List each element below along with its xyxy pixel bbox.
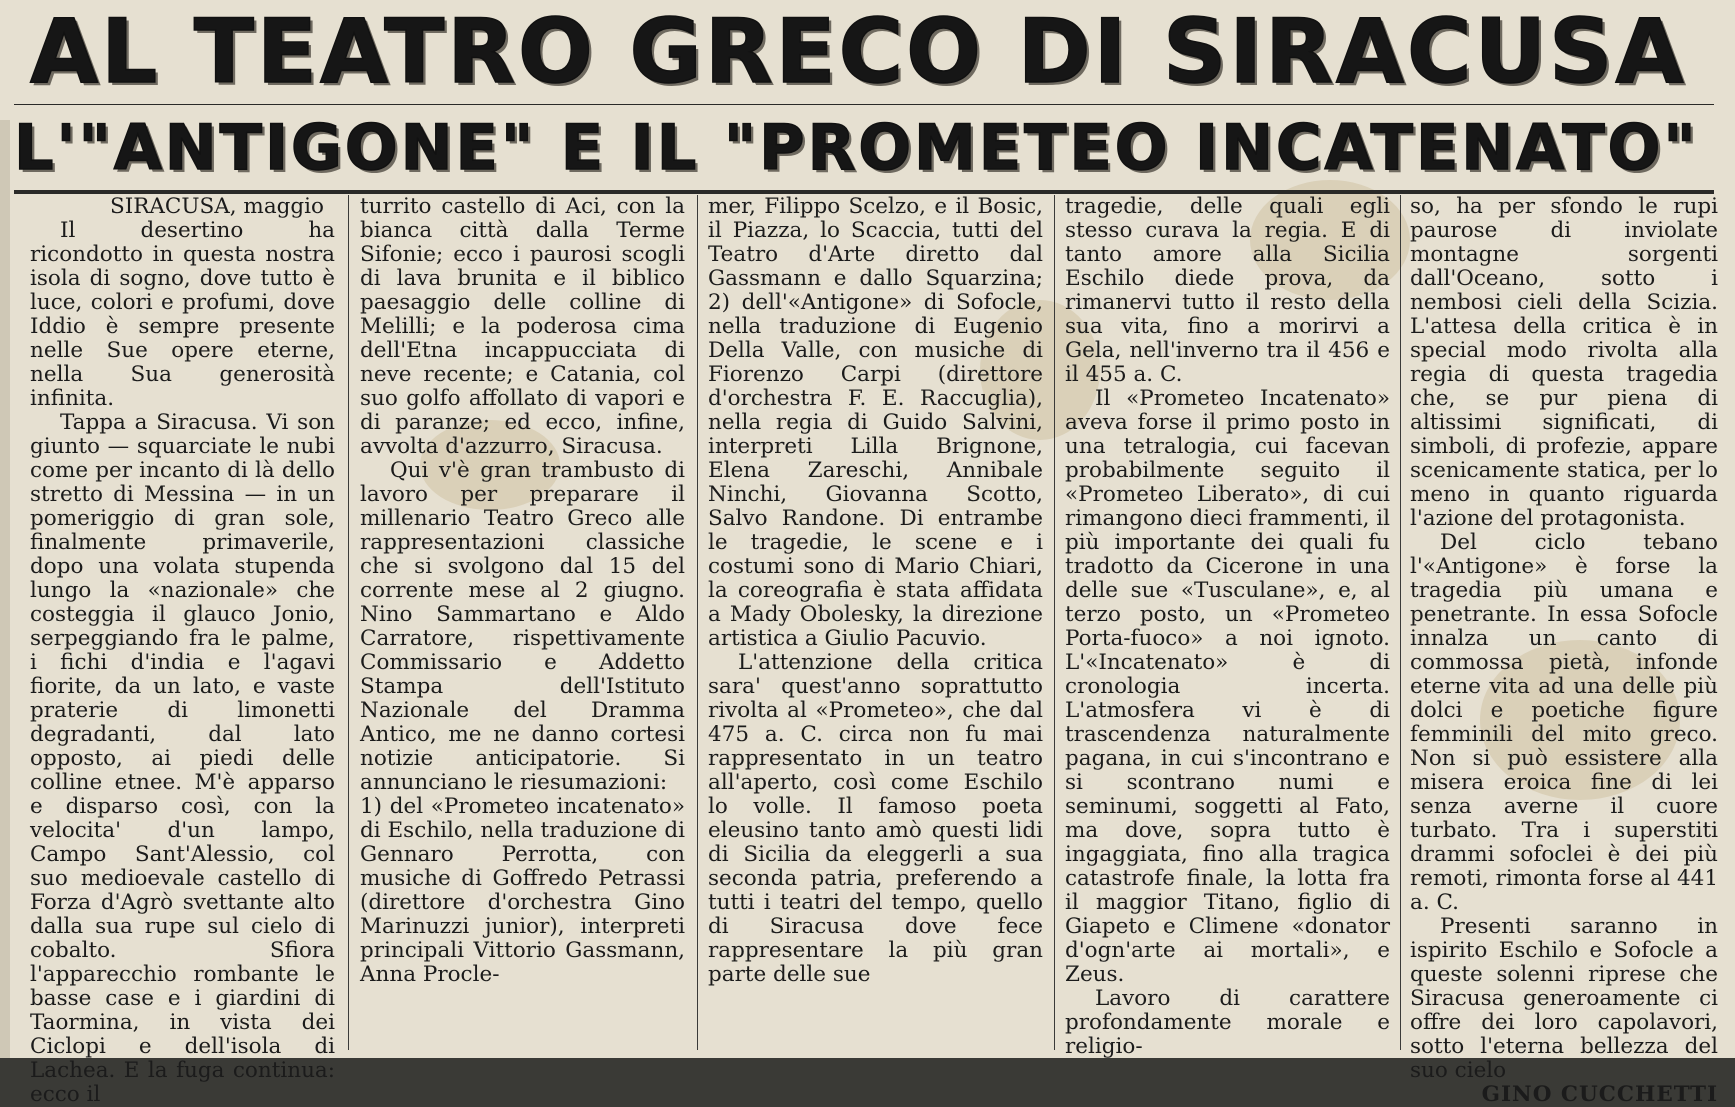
dateline: SIRACUSA, maggio — [110, 194, 324, 219]
author-signature: GINO CUCCHETTI — [1481, 1082, 1718, 1107]
article-column-4 — [1065, 194, 1390, 1059]
column-divider — [1400, 195, 1401, 1050]
paragraph: Il «Prometeo Incatenato» aveva forse il primo posto in una tetralogia, cui facevan probabilmente seguito il «Prometeo Liberato», di cui rimangono dieci frammenti, il più importante dei quali fu tradotto da Cicerone in una delle sue «Tusculane», e, al terzo posto, un «Prometeo Porta-fuoco» a noi ignoto. L'«Incatenato» è di cronologia incerta. L'atmosfera vi è di trascendenza naturalmente pagana, in cui s'incontrano e si scontrano numi e seminumi, soggetti al Fato, ma dove, sopra tutto è ingaggiata, fino alla tragica catastrofe finale, la lotta fra il maggior Titano, figlio di Giapeto e Climene «donator d'ogn'arte ai mortali», e Zeus. — [1065, 386, 1390, 987]
article-column-2 — [360, 195, 685, 1050]
paragraph: so, ha per sfondo le rupi paurose di inviolate montagne sorgenti dall'Oceano, sotto i nembosi cieli della Scizia. L'attesa della critica è in special modo rivolta alla regia di questa tragedia che, se pur piena di altissimi significati, di simboli, di profezie, appare scenicamente statica, per lo meno in quanto riguarda l'azione del protagonista. — [1410, 194, 1718, 531]
article-column-3 — [708, 195, 1043, 1050]
paragraph: Presenti saranno in ispirito Eschilo e Sofocle a queste solenni riprese che Siracusa generoamente ci offre dei loro capolavori, sotto l'eterna bellezza del suo cielo — [1410, 914, 1718, 1083]
article-column-5 — [1410, 194, 1718, 1107]
headline-line2: L'"ANTIGONE" E IL "PROMETEO INCATENATO" — [14, 111, 1699, 184]
paragraph: Del ciclo tebano l'«Antigone» è forse la tragedia più umana e penetrante. In essa Sofocle innalza un canto di commossa pietà, infonde eterne vita ad una delle più dolci e poetiche figure femminili del mito greco. Non si può essistere alla misera eroica fine di lei senza averne il cuore turbato. Tra i superstiti drammi sofoclei è dei più remoti, rimonta forse al 441 a. C. — [1410, 530, 1718, 915]
article-column-1 — [30, 194, 335, 1107]
paragraph: Tappa a Siracusa. Vi son giunto — squarciate le nubi come per incanto di là dello stretto di Messina — in un pomeriggio di gran sole, finalmente primaverile, dopo una volata stupenda lungo la «nazionale» che costeggia il glauco Jonio, serpeggiando fra le palme, i fichi d'india e l'agavi fiorite, da un lato, e vaste praterie di limonetti degradanti, dal lato opposto, ai piedi delle colline etnee. M'è apparso e disparso così, con la velocita' d'un lampo, Campo Sant'Alessio, col suo medioevale castello di Forza d'Agrò svettante alto dalla sua rupe sul cielo di cobalto. Sfiora l'apparecchio rombante le basse case e i giardini di Taormina, in vista dei Ciclopi e dell'isola di Lachea. E la fuga continua: ecco il — [30, 410, 335, 1107]
column-divider — [348, 195, 349, 1050]
paragraph: Lavoro di carattere profondamente morale e religio- — [1065, 986, 1390, 1059]
paragraph: L'attenzione della critica sara' quest'anno soprattutto rivolta al «Prometeo», che dal 475 a. C. circa non fu mai rappresentato in un teatro all'aperto, così come Eschilo lo volle. Il famoso poeta eleusino tanto amò questi lidi di Sicilia da eleggerli a sua seconda patria, preferendo a tutti i teatri del tempo, quello di Siracusa dove fece rappresentare la più gran parte delle sue — [708, 650, 1043, 987]
headline-divider — [14, 104, 1714, 105]
column-divider — [697, 195, 698, 1050]
paragraph: mer, Filippo Scelzo, e il Bosic, il Piazza, lo Scaccia, tutti del Teatro d'Arte diretto dal Gassmann e dallo Squarzina; 2) dell'«Antigone» di Sofocle, nella traduzione di Eugenio Della Valle, con musiche di Fiorenzo Carpi (direttore d'orchestra F. E. Raccuglia), nella regia di Guido Salvini, interpreti Lilla Brignone, Elena Zareschi, Annibale Ninchi, Giovanna Scotto, Salvo Randone. Di entrambe le tragedie, le scene e i costumi sono di Mario Chiari, la coreografia è stata affidata a Mady Obolesky, la direzione artistica a Giulio Pacuvio. — [708, 194, 1043, 651]
paragraph: turrito castello di Aci, con la bianca città dalla Terme Sifonie; ecco i paurosi scogli di lava brunita e il biblico paesaggio delle colline di Melilli; e la poderosa cima dell'Etna incappucciata di neve recente; e Catania, col suo golfo affollato di vapori e di paranze; ed ecco, infine, avvolta d'azzurro, Siracusa. — [360, 194, 685, 459]
paragraph: 1) del «Prometeo incatenato» di Eschilo, nella traduzione di Gennaro Perrotta, con musiche di Goffredo Petrassi (direttore d'orchestra Gino Marinuzzi junior), interpreti principali Vittorio Gassmann, Anna Procle- — [360, 794, 685, 987]
headline-line1: AL TEATRO GRECO DI SIRACUSA — [30, 0, 1687, 103]
column-divider — [1054, 195, 1055, 1050]
paragraph: tragedie, delle quali egli stesso curava la regia. E di tanto amore alla Sicilia Eschilo diede prova, da rimanervi tutto il resto della sua vita, fino a morirvi a Gela, nell'inverno tra il 456 e il 455 a. C. — [1065, 194, 1390, 387]
paragraph: Il desertino ha ricondotto in questa nostra isola di sogno, dove tutto è luce, colori e profumi, dove Iddio è sempre presente nelle Sue opere eterne, nella Sua generosità infinita. — [30, 218, 335, 411]
torn-left-margin — [0, 120, 10, 1058]
paragraph: Qui v'è gran trambusto di lavoro per preparare il millenario Teatro Greco alle rappresentazioni classiche che si svolgono dal 15 del corrente mese al 2 giugno. Nino Sammartano e Aldo Carratore, rispettivamente Commissario e Addetto Stampa dell'Istituto Nazionale del Dramma Antico, me ne danno cortesi notizie anticipatorie. Si annunciano le riesumazioni: — [360, 458, 685, 795]
